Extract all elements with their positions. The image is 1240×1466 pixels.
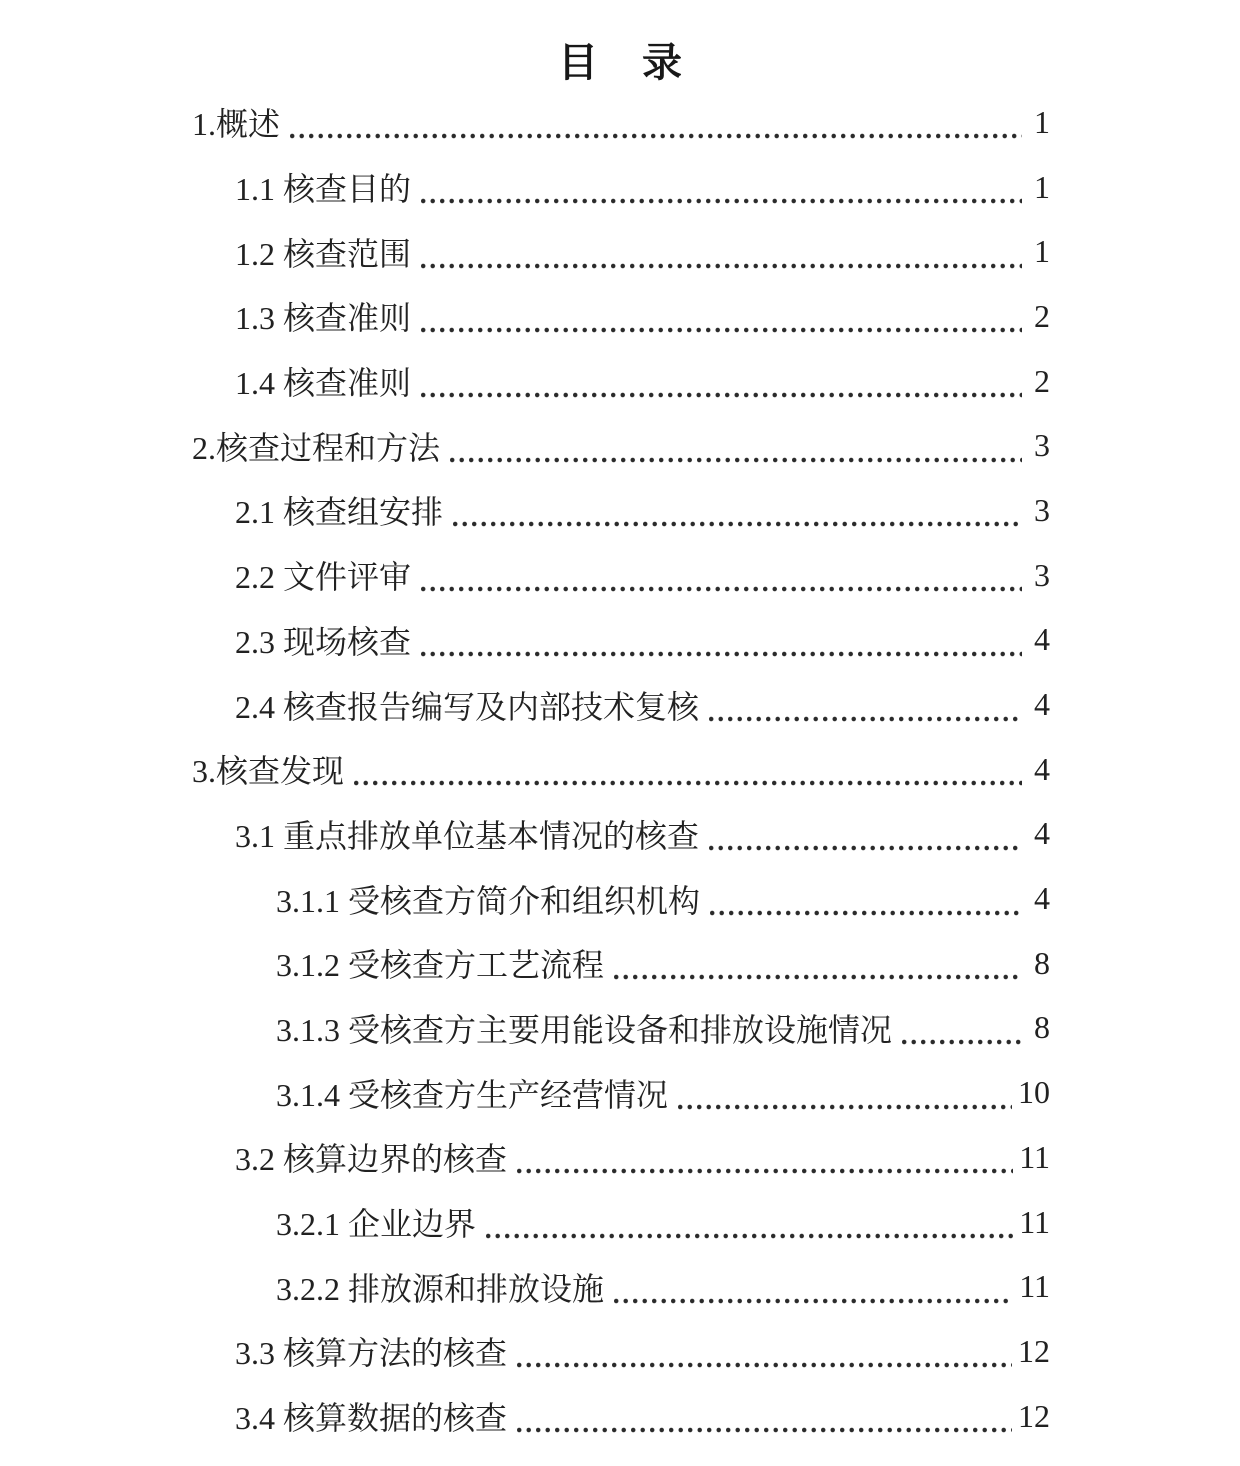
toc-entry — [192, 90, 1050, 155]
toc-entry — [192, 349, 1050, 414]
toc-entry-page-number: 4 — [1034, 880, 1050, 917]
toc-entry — [192, 1060, 1050, 1125]
toc-entry-page-number: 12 — [1018, 1397, 1050, 1434]
toc-entry — [192, 608, 1050, 673]
toc-entry-page-number: 4 — [1034, 686, 1050, 723]
dot-leader — [678, 1104, 1012, 1110]
toc-entry — [192, 478, 1050, 543]
toc-entry-page-number: 2 — [1034, 362, 1050, 399]
dot-leader — [421, 586, 1022, 592]
dot-leader — [421, 651, 1022, 657]
toc-entry-label: 3.2.1 企业边界 — [276, 1206, 477, 1243]
toc-entry — [192, 284, 1050, 349]
dot-leader — [421, 198, 1022, 204]
toc-entry-label: 1.3 核查准则 — [235, 300, 412, 337]
dot-leader — [710, 910, 1022, 916]
toc-entry-label: 1.1 核查目的 — [235, 171, 412, 208]
toc-entry — [192, 1254, 1050, 1319]
toc-entry — [192, 155, 1050, 220]
toc-entry — [192, 219, 1050, 284]
dot-leader — [421, 263, 1022, 269]
toc-entry — [192, 802, 1050, 867]
toc-entry-page-number: 2 — [1034, 297, 1050, 334]
toc-entry-page-number: 12 — [1018, 1332, 1050, 1369]
toc-entry-page-number: 1 — [1034, 168, 1050, 205]
toc-entry — [192, 996, 1050, 1061]
toc-entry-label: 2.3 现场核查 — [235, 623, 412, 660]
toc-entry-page-number: 4 — [1034, 621, 1050, 658]
dot-leader — [354, 780, 1022, 786]
dot-leader — [709, 716, 1022, 722]
toc-entry — [192, 1190, 1050, 1255]
dot-leader — [421, 327, 1022, 333]
toc-entry-label: 3.1.2 受核查方工艺流程 — [276, 947, 605, 984]
toc-entry-label: 3.3 核算方法的核查 — [235, 1335, 508, 1372]
toc-entry — [192, 1384, 1050, 1449]
toc-entry — [192, 866, 1050, 931]
toc-entry — [192, 413, 1050, 478]
toc-entry-label: 1.概述 — [192, 106, 281, 143]
page-title: 目 录 — [558, 40, 684, 85]
dot-leader — [517, 1362, 1012, 1368]
toc-entry-label: 2.1 核查组安排 — [235, 494, 444, 531]
toc-entry — [192, 931, 1050, 996]
dot-leader — [614, 974, 1022, 980]
toc-entry-label: 2.4 核查报告编写及内部技术复核 — [235, 688, 700, 725]
toc-entry-label: 3.1.3 受核查方主要用能设备和排放设施情况 — [276, 1011, 893, 1048]
dot-leader — [290, 133, 1022, 139]
dot-leader — [453, 521, 1022, 527]
toc-entry — [192, 543, 1050, 608]
toc-entry-label: 3.1.4 受核查方生产经营情况 — [276, 1076, 669, 1113]
toc-entry-label: 1.4 核查准则 — [235, 365, 412, 402]
dot-leader — [486, 1233, 1013, 1239]
toc-entry-label: 2.核查过程和方法 — [192, 429, 441, 466]
toc-entry — [192, 672, 1050, 737]
toc-entry-page-number: 11 — [1019, 1203, 1050, 1240]
dot-leader — [614, 1298, 1013, 1304]
toc-entry-page-number: 3 — [1034, 556, 1050, 593]
toc-entry-page-number: 8 — [1034, 1009, 1050, 1046]
toc-entry-page-number: 3 — [1034, 491, 1050, 528]
dot-leader — [517, 1427, 1012, 1433]
toc-entry-page-number: 1 — [1034, 233, 1050, 270]
toc-entry — [192, 737, 1050, 802]
dot-leader — [450, 457, 1022, 463]
toc-entry-page-number: 11 — [1019, 1138, 1050, 1175]
toc-entry-label: 1.2 核查范围 — [235, 235, 412, 272]
toc-entry — [192, 1125, 1050, 1190]
toc-entry-label: 2.2 文件评审 — [235, 559, 412, 596]
toc-entry-page-number: 8 — [1034, 944, 1050, 981]
toc-entry-label: 3.1.1 受核查方简介和组织机构 — [276, 882, 701, 919]
toc-entry-page-number: 11 — [1019, 1268, 1050, 1305]
dot-leader — [902, 1039, 1022, 1045]
toc-entry-page-number: 1 — [1034, 103, 1050, 140]
toc-entry-label: 3.1 重点排放单位基本情况的核查 — [235, 817, 700, 854]
toc-entry-label: 3.核查发现 — [192, 753, 345, 790]
toc-entry-page-number: 4 — [1034, 815, 1050, 852]
toc-entry-page-number: 3 — [1034, 427, 1050, 464]
dot-leader — [517, 1168, 1013, 1174]
toc-entry-label: 3.2 核算边界的核查 — [235, 1141, 508, 1178]
toc-entry-label: 3.4 核算数据的核查 — [235, 1400, 508, 1437]
toc-entry — [192, 1319, 1050, 1384]
toc-entry-label: 3.2.2 排放源和排放设施 — [276, 1270, 605, 1307]
table-of-contents — [192, 90, 1050, 1448]
dot-leader — [421, 392, 1022, 398]
dot-leader — [709, 845, 1022, 851]
toc-entry-page-number: 4 — [1034, 750, 1050, 787]
toc-entry-page-number: 10 — [1018, 1074, 1050, 1111]
